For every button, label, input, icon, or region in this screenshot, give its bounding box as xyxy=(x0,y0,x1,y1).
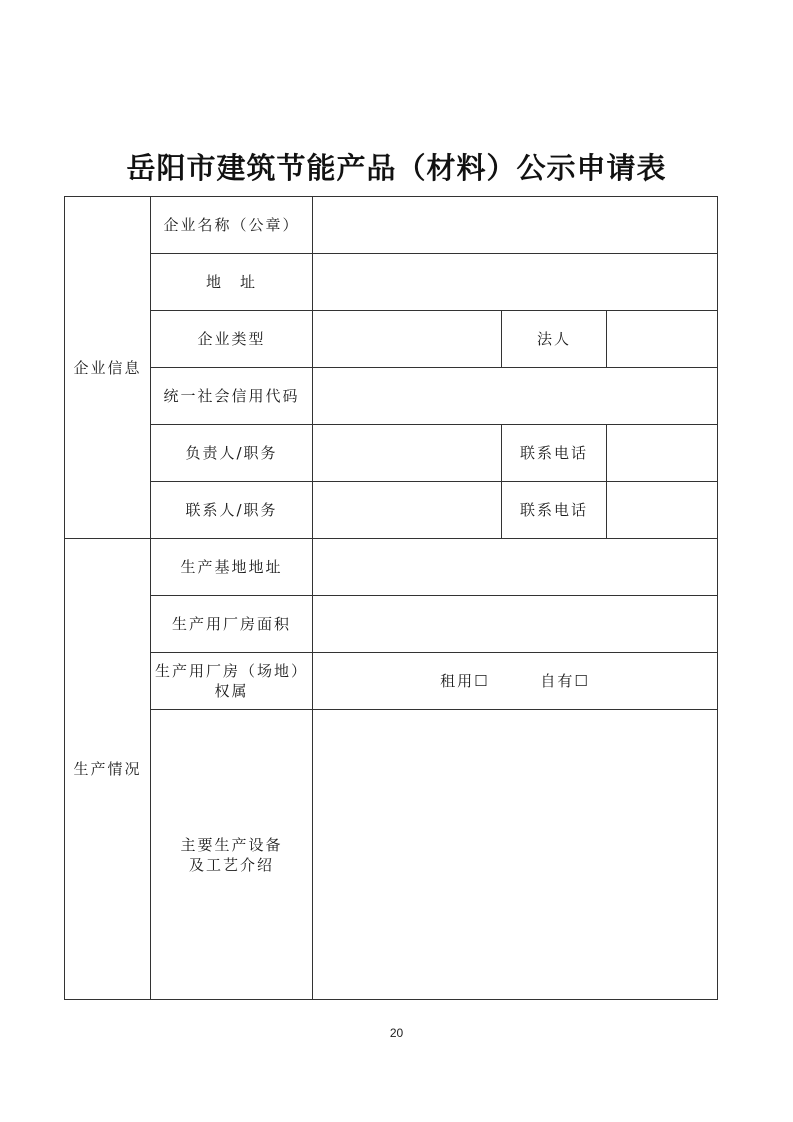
input-production-base-address[interactable] xyxy=(313,539,718,596)
label-factory-area: 生产用厂房面积 xyxy=(151,596,313,653)
section-production-info: 生产情况 xyxy=(65,539,151,1000)
input-contact-person[interactable] xyxy=(313,482,502,539)
label-equipment-line2: 及工艺介绍 xyxy=(188,855,274,874)
label-contact-person: 联系人/职务 xyxy=(151,482,313,539)
label-address: 地 址 xyxy=(151,254,313,311)
input-company-type[interactable] xyxy=(313,311,502,368)
application-form-table xyxy=(64,196,718,1000)
input-address[interactable] xyxy=(313,254,718,311)
input-legal-person[interactable] xyxy=(607,311,718,368)
label-company-type: 企业类型 xyxy=(151,311,313,368)
input-factory-area[interactable] xyxy=(313,596,718,653)
input-contact-phone-2[interactable] xyxy=(607,482,718,539)
form-title: 岳阳市建筑节能产品（材料）公示申请表 xyxy=(126,151,667,185)
input-credit-code[interactable] xyxy=(313,368,718,425)
input-company-name[interactable] xyxy=(313,197,718,254)
label-ownership-line1: 生产用厂房（场地） xyxy=(154,662,308,680)
label-equipment-line1: 主要生产设备 xyxy=(180,835,283,854)
label-contact-phone-1: 联系电话 xyxy=(502,425,607,482)
label-contact-phone-2: 联系电话 xyxy=(502,482,607,539)
input-contact-phone-1[interactable] xyxy=(607,425,718,482)
label-ownership-line2: 权属 xyxy=(214,682,249,700)
ownership-own-checkbox[interactable]: 自有☐ xyxy=(540,672,590,690)
label-ownership xyxy=(151,653,313,710)
label-credit-code: 统一社会信用代码 xyxy=(151,368,313,425)
section-enterprise-info: 企业信息 xyxy=(65,197,151,539)
input-equipment-description[interactable] xyxy=(313,710,718,1000)
label-equipment xyxy=(151,710,313,1000)
label-production-base-address: 生产基地地址 xyxy=(151,539,313,596)
ownership-rent-checkbox[interactable]: 租用☐ xyxy=(440,672,490,690)
page-number: 20 xyxy=(389,1026,404,1040)
label-company-name: 企业名称（公章） xyxy=(151,197,313,254)
label-person-in-charge: 负责人/职务 xyxy=(151,425,313,482)
input-person-in-charge[interactable] xyxy=(313,425,502,482)
ownership-options xyxy=(313,653,718,710)
label-legal-person: 法人 xyxy=(502,311,607,368)
